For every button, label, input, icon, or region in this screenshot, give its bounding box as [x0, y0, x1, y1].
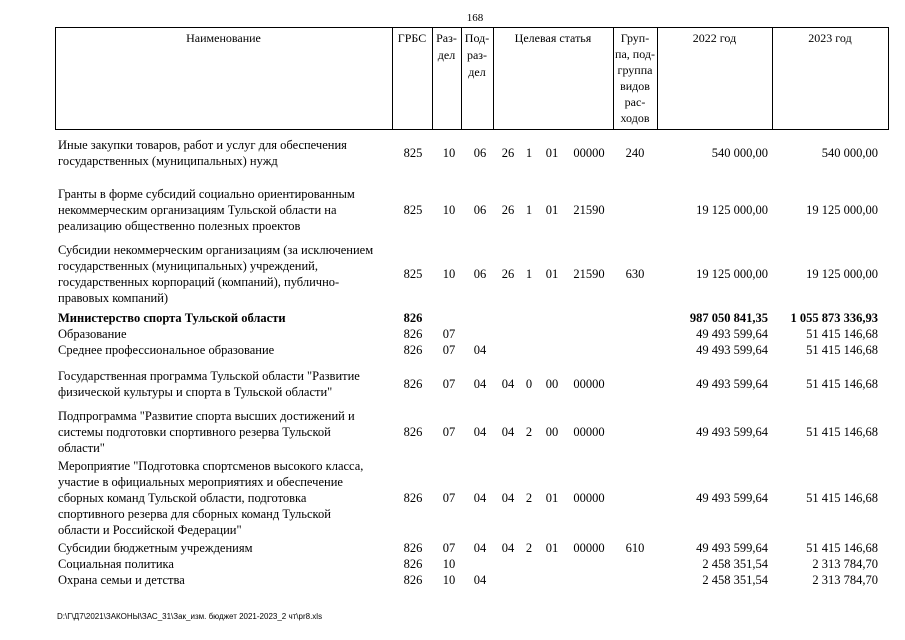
cell-y2022: 2 458 351,54	[702, 573, 768, 587]
cell-y2023: 51 415 146,68	[806, 343, 878, 357]
cell-grbs: 825	[403, 267, 423, 281]
cell-t2: 1	[525, 146, 533, 160]
row-name: Образование	[58, 327, 127, 341]
cell-razdel: 07	[442, 327, 456, 341]
cell-razdel: 07	[442, 343, 456, 357]
row-name: Среднее профессиональное образование	[58, 343, 275, 357]
header-razdel: Раз- дел	[436, 31, 457, 62]
cell-podrazdel: 04	[473, 343, 487, 357]
cell-t3: 00	[545, 377, 559, 391]
row-name: Мероприятие "Подготовка спортсменов высокого класса, участие в официальных мероприятиях и обеспечение сборных команд Тульской области, подготовка спортивного резерва для сборных команд Тульской области и Российской Федерации"	[58, 459, 364, 537]
row-name: Субсидии некоммерческим организациям (за исключением государственных (муниципальных) учреждений, государственных корпораций (компаний), публично- правовых компаний)	[58, 243, 374, 305]
cell-t4: 00000	[573, 541, 605, 555]
cell-podrazdel: 06	[473, 203, 487, 217]
cell-t1: 26	[501, 203, 515, 217]
page-number: 168	[466, 12, 484, 24]
cell-y2023: 51 415 146,68	[806, 425, 878, 439]
cell-y2022: 49 493 599,64	[696, 425, 768, 439]
cell-y2022: 987 050 841,35	[689, 311, 768, 325]
cell-grbs: 825	[403, 203, 423, 217]
cell-y2022: 49 493 599,64	[696, 377, 768, 391]
cell-y2022: 49 493 599,64	[696, 343, 768, 357]
header-group: Груп- па, под- группа видов рас- ходов	[615, 31, 655, 125]
cell-podrazdel: 04	[473, 541, 487, 555]
cell-t3: 00	[545, 425, 559, 439]
cell-y2023: 51 415 146,68	[806, 541, 878, 555]
cell-grbs: 826	[403, 573, 423, 587]
cell-podrazdel: 04	[473, 573, 487, 587]
cell-grbs: 826	[403, 327, 423, 341]
cell-t1: 04	[501, 541, 515, 555]
cell-y2023: 540 000,00	[821, 146, 878, 160]
row-name: Министерство спорта Тульской области	[58, 311, 286, 325]
cell-podrazdel: 04	[473, 425, 487, 439]
row-name: Охрана семьи и детства	[58, 573, 185, 587]
header-target: Целевая статья	[514, 31, 592, 45]
cell-podrazdel: 06	[473, 146, 487, 160]
cell-grbs: 826	[403, 377, 423, 391]
cell-t2: 2	[525, 425, 533, 439]
table-header	[55, 27, 889, 130]
cell-podrazdel: 06	[473, 267, 487, 281]
cell-razdel: 07	[442, 541, 456, 555]
cell-y2022: 49 493 599,64	[696, 541, 768, 555]
cell-razdel: 10	[442, 146, 456, 160]
cell-t3: 01	[545, 491, 559, 505]
cell-y2022: 49 493 599,64	[696, 491, 768, 505]
cell-group: 240	[625, 146, 645, 160]
cell-y2022: 540 000,00	[711, 146, 768, 160]
cell-y2023: 19 125 000,00	[806, 203, 878, 217]
cell-t4: 00000	[573, 146, 605, 160]
cell-t4: 00000	[573, 425, 605, 439]
cell-y2022: 19 125 000,00	[696, 203, 768, 217]
cell-y2023: 2 313 784,70	[812, 573, 878, 587]
cell-grbs: 826	[403, 343, 423, 357]
cell-grbs: 826	[403, 491, 423, 505]
cell-y2023: 1 055 873 336,93	[790, 311, 878, 325]
cell-y2023: 51 415 146,68	[806, 377, 878, 391]
cell-y2023: 51 415 146,68	[806, 491, 878, 505]
cell-razdel: 07	[442, 491, 456, 505]
row-name: Субсидии бюджетным учреждениям	[58, 541, 253, 555]
row-name: Социальная политика	[58, 557, 174, 571]
header-podrazdel: Под- раз- дел	[464, 31, 490, 79]
cell-y2023: 51 415 146,68	[806, 327, 878, 341]
cell-razdel: 10	[442, 203, 456, 217]
row-name: Подпрограмма "Развитие спорта высших достижений и системы подготовки спортивного резерва Тульской области"	[58, 409, 355, 455]
cell-t2: 2	[525, 541, 533, 555]
header-grbs: ГРБС	[397, 31, 427, 45]
cell-t3: 01	[545, 146, 559, 160]
cell-grbs: 826	[403, 541, 423, 555]
cell-t2: 1	[525, 267, 533, 281]
header-name: Наименование	[186, 31, 261, 45]
cell-t3: 01	[545, 541, 559, 555]
header-2022: 2022 год	[692, 31, 737, 45]
cell-t4: 21590	[573, 267, 605, 281]
cell-t1: 26	[501, 146, 515, 160]
cell-t2: 2	[525, 491, 533, 505]
cell-podrazdel: 04	[473, 491, 487, 505]
cell-t1: 04	[501, 425, 515, 439]
cell-y2023: 2 313 784,70	[812, 557, 878, 571]
row-name: Государственная программа Тульской области "Развитие физической культуры и спорта в Тульской области"	[58, 369, 360, 399]
cell-t3: 01	[545, 203, 559, 217]
cell-y2022: 2 458 351,54	[702, 557, 768, 571]
cell-y2022: 19 125 000,00	[696, 267, 768, 281]
cell-razdel: 07	[442, 425, 456, 439]
cell-grbs: 826	[403, 425, 423, 439]
cell-y2022: 49 493 599,64	[696, 327, 768, 341]
cell-t3: 01	[545, 267, 559, 281]
row-name: Гранты в форме субсидий социально ориентированным некоммерческим организациям Тульской области на реализацию общественно полезных проектов	[58, 187, 355, 233]
cell-t1: 04	[501, 491, 515, 505]
cell-razdel: 10	[442, 557, 456, 571]
header-2023: 2023 год	[808, 31, 852, 45]
cell-grbs: 825	[403, 146, 423, 160]
cell-t4: 00000	[573, 377, 605, 391]
row-name: Иные закупки товаров, работ и услуг для обеспечения государственных (муниципальных) нужд	[58, 138, 347, 168]
cell-y2023: 19 125 000,00	[806, 267, 878, 281]
cell-t2: 0	[525, 377, 533, 391]
cell-podrazdel: 04	[473, 377, 487, 391]
cell-t1: 04	[501, 377, 515, 391]
cell-t1: 26	[501, 267, 515, 281]
cell-group: 610	[625, 541, 645, 555]
cell-grbs: 826	[403, 557, 423, 571]
file-path-footer: D:\Г\Д7\2021\ЗАКОНЫ\ЗАС_31\Зак_изм. бюджет 2021-2023_2 чт\pr8.xls	[57, 612, 323, 621]
cell-t4: 00000	[573, 491, 605, 505]
cell-razdel: 10	[442, 573, 456, 587]
cell-group: 630	[625, 267, 645, 281]
cell-razdel: 10	[442, 267, 456, 281]
cell-t4: 21590	[573, 203, 605, 217]
cell-t2: 1	[525, 203, 533, 217]
cell-grbs: 826	[403, 311, 423, 325]
cell-razdel: 07	[442, 377, 456, 391]
